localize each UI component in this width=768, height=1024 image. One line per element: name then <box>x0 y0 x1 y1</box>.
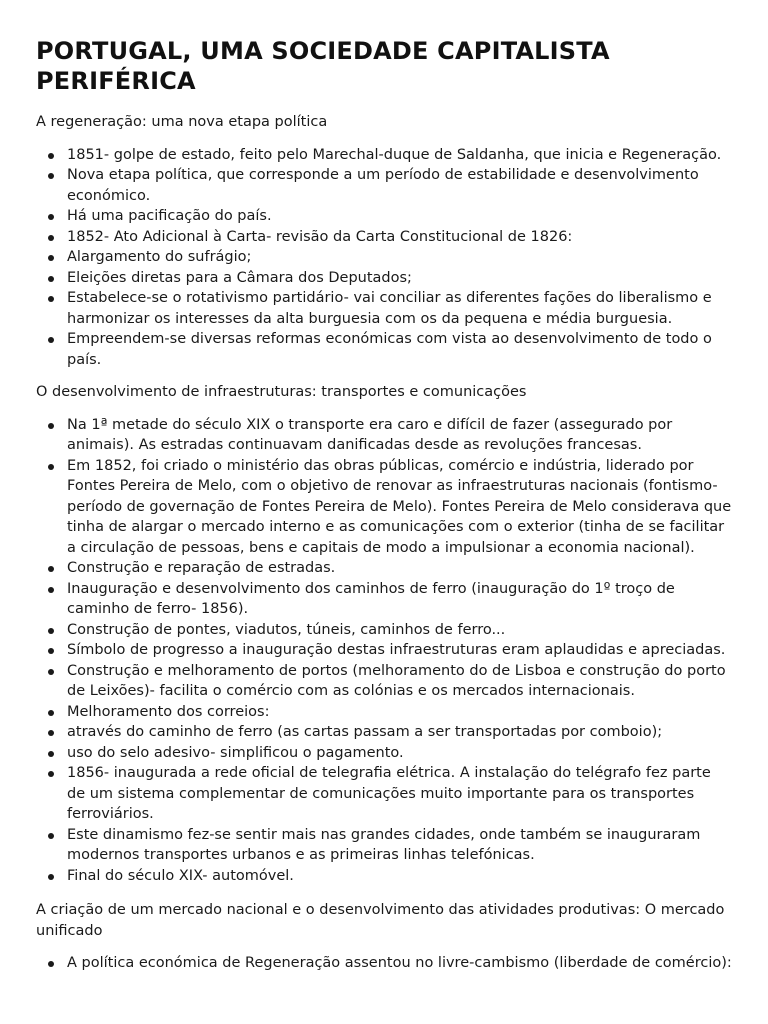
list-mercado <box>36 953 732 974</box>
list-item <box>36 661 732 702</box>
bullet-icon <box>48 276 54 282</box>
list-item-text: Inauguração e desenvolvimento dos caminhos de ferro (inauguração do 1º troço de caminho de ferro- 1856). <box>67 580 675 617</box>
bullet-icon <box>48 296 54 302</box>
section-heading-regeneracao: A regeneração: uma nova etapa política <box>36 114 328 130</box>
bullet-icon <box>48 730 54 736</box>
list-item <box>36 268 732 289</box>
list-item-text: 1851- golpe de estado, feito pelo Marechal-duque de Saldanha, que inicia e Regeneração. <box>67 146 722 163</box>
list-item-text: Alargamento do sufrágio; <box>67 249 252 265</box>
list-item-text: através do caminho de ferro (as cartas passam a ser transportadas por comboio); <box>67 724 663 740</box>
bullet-icon <box>48 214 54 220</box>
bullet-icon <box>48 669 54 675</box>
list-item <box>36 558 732 579</box>
bullet-icon <box>48 566 54 572</box>
list-item-text: Construção e reparação de estradas. <box>67 560 336 576</box>
list-item-text: Eleições diretas para a Câmara dos Deputados; <box>67 269 412 286</box>
list-item <box>36 329 732 370</box>
list-item-text: Construção de pontes, viadutos, túneis, caminhos de ferro... <box>67 621 506 638</box>
bullet-icon <box>48 423 54 429</box>
page-title: PORTUGAL, UMA SOCIEDADE CAPITALISTA PERIFÉRICA <box>36 37 610 95</box>
bullet-icon <box>48 255 54 261</box>
section-heading-mercado: A criação de um mercado nacional e o desenvolvimento das atividades produtivas: O mercado unificado <box>36 902 725 939</box>
list-item <box>36 456 732 559</box>
list-item-text: Nova etapa política, que corresponde a um período de estabilidade e desenvolvimento económico. <box>67 167 699 204</box>
bullet-icon <box>48 751 54 757</box>
bullet-icon <box>48 771 54 777</box>
bullet-icon <box>48 235 54 241</box>
list-item <box>36 953 732 974</box>
list-item <box>36 640 732 661</box>
list-item-text: Melhoramento dos correios: <box>67 703 270 720</box>
list-item-text: Estabelece-se o rotativismo partidário- vai conciliar as diferentes fações do liberalismo e harmonizar os interesses da alta burguesia com os da pequena e média burguesia. <box>67 290 712 327</box>
list-item-text: 1856- inaugurada a rede oficial de telegrafia elétrica. A instalação do telégrafo fez parte de um sistema complementar de comunicações muito importante para os transportes ferroviários. <box>67 765 711 822</box>
list-item-text: 1852- Ato Adicional à Carta- revisão da Carta Constitucional de 1826: <box>67 228 573 245</box>
list-item <box>36 866 732 887</box>
list-item-text: uso do selo adesivo- simplificou o pagamento. <box>67 744 404 761</box>
list-item <box>36 722 732 743</box>
list-regeneracao <box>36 145 732 371</box>
list-item <box>36 415 732 456</box>
list-item <box>36 288 732 329</box>
list-item <box>36 825 732 866</box>
list-item <box>36 579 732 620</box>
bullet-icon <box>48 874 54 880</box>
list-item <box>36 620 732 641</box>
list-item <box>36 743 732 764</box>
bullet-icon <box>48 464 54 470</box>
list-item <box>36 702 732 723</box>
list-item-text: Símbolo de progresso a inauguração destas infraestruturas eram aplaudidas e apreciadas. <box>67 642 726 658</box>
list-item-text: Este dinamismo fez-se sentir mais nas grandes cidades, onde também se inauguraram modernos transportes urbanos e as primeiras linhas telefónicas. <box>67 826 701 863</box>
bullet-icon <box>48 337 54 343</box>
list-item-text: Há uma pacificação do país. <box>67 208 272 224</box>
list-item-text: A política económica de Regeneração assentou no livre-cambismo (liberdade de comércio): <box>67 955 732 971</box>
bullet-icon <box>48 961 54 967</box>
list-item <box>36 247 732 268</box>
bullet-icon <box>48 710 54 716</box>
bullet-icon <box>48 833 54 839</box>
list-infraestruturas <box>36 415 732 887</box>
list-item-text: Empreendem-se diversas reformas económicas com vista ao desenvolvimento de todo o país. <box>67 331 712 368</box>
list-item <box>36 145 732 166</box>
list-item <box>36 763 732 825</box>
bullet-icon <box>48 173 54 179</box>
list-item-text: Construção e melhoramento de portos (melhoramento do de Lisboa e construção do porto de Leixões)- facilita o comércio com as colónias e os mercados internacionais. <box>67 662 726 699</box>
bullet-icon <box>48 648 54 654</box>
list-item-text: Em 1852, foi criado o ministério das obras públicas, comércio e indústria, liderado por Fontes Pereira de Melo, com o objetivo de renovar as infraestruturas nacionais (fontismo- período de governação de Fontes Pereira de Melo). Fontes Pereira de Melo considerava que tinha de alargar o mercado interno e as comunicações com o exterior (tinha de se facilitar a circulação de pessoas, bens e capitais de modo a impulsionar a economia nacional). <box>67 457 732 556</box>
bullet-icon <box>48 153 54 159</box>
list-item-text: Na 1ª metade do século XIX o transporte era caro e difícil de fazer (assegurado por animais). As estradas continuavam danificadas desde as revoluções francesas. <box>67 416 673 453</box>
list-item <box>36 227 732 248</box>
list-item <box>36 206 732 227</box>
list-item-text: Final do século XIX- automóvel. <box>67 867 294 884</box>
bullet-icon <box>48 628 54 634</box>
bullet-icon <box>48 587 54 593</box>
list-item <box>36 165 732 206</box>
section-heading-infraestruturas: O desenvolvimento de infraestruturas: transportes e comunicações <box>36 384 527 400</box>
